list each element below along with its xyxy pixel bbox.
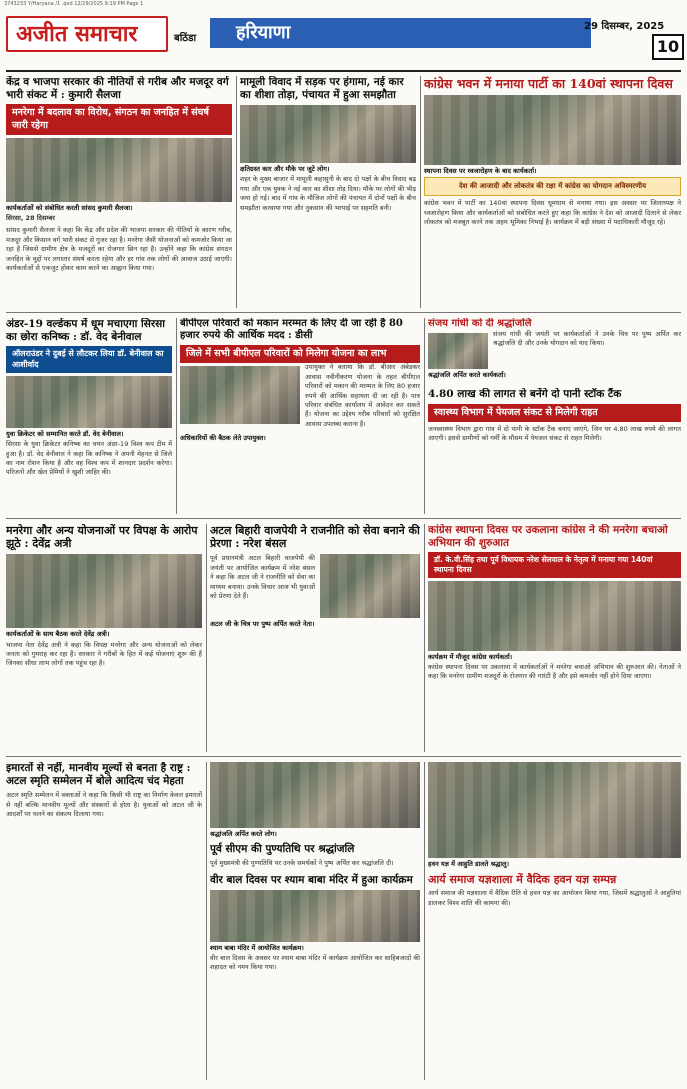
- column-divider: [236, 76, 237, 308]
- news-photo: [6, 376, 172, 428]
- article-arya: [428, 762, 681, 1080]
- article-sanjay: [428, 318, 681, 384]
- column-divider: [176, 318, 177, 514]
- article-sailja: [6, 76, 232, 308]
- masthead: [6, 12, 681, 68]
- article-body: [210, 954, 420, 973]
- headline: इमारतों से नहीं, मानवीय मूल्यों से बनता है राष्ट्र : अटल स्मृति सम्मेलन में बोले आदित्य चंद मेहता: [6, 762, 191, 787]
- subheadline-band: स्वास्थ्य विभाग में पेयजल संकट से मिलेगी राहत: [428, 404, 681, 422]
- article-car-dispute: [240, 76, 416, 308]
- headline: कांग्रेस स्थापना दिवस पर उकलाना कांग्रेस ने की मनरेगा बचाओ अभियान की शुरुआत: [428, 524, 668, 549]
- body-paragraph: सांसद कुमारी सैलजा ने कहा कि केंद्र और प्रदेश की भाजपा सरकार की नीतियों के कारण गरीब, मजदूर और किसान वर्ग भारी संकट से गुजर रहा है। मनरेगा जैसी योजनाओं को कमजोर किया जा रहा है जिससे ग्रामीण क्षेत्र के मजदूरों का रोजगार छिन रहा है। उन्होंने कहा कि कांग्रेस संगठन जनहित के मुद्दों पर लगातार संघर्ष करता रहेगा और हर गांव तक लोगों की आवाज उठाई जाएगी। कार्यकर्ताओं से एकजुट होकर काम करने का आह्वान किया गया।: [6, 226, 232, 273]
- photo-caption: श्रद्धांजलि अर्पित करते लोग।: [210, 830, 277, 838]
- headline: मनरेगा और अन्य योजनाओं पर विपक्ष के आरोप झूठे : देवेंद्र अत्री: [6, 524, 198, 551]
- headline: अटल बिहारी वाजपेयी ने राजनीति को सेवा बनाने की प्रेरणा : नरेश बंसल: [210, 524, 420, 551]
- photo-caption: क्षतिग्रस्त कार और मौके पर जुटे लोग।: [240, 165, 330, 174]
- row-divider: [6, 756, 681, 757]
- headline: केंद्र व भाजपा सरकार की नीतियों से गरीब और मजदूर वर्ग भारी संकट में : कुमारी सैलजा: [6, 76, 229, 101]
- headline: कांग्रेस भवन में मनाया पार्टी का 140वां स्थापना दिवस: [424, 76, 673, 91]
- column-divider: [206, 762, 207, 1080]
- body-paragraph: अटल स्मृति सम्मेलन में वक्ताओं ने कहा कि किसी भी राष्ट्र का निर्माण केवल इमारतों से नहीं बल्कि मानवीय मूल्यों और संस्कारों से होता है। युवाओं को अटल जी के आदर्शों पर चलने का संकल्प दिलाया गया।: [6, 791, 202, 819]
- print-info: 3743233 Y/Haryana /1 .qxd 12/29/2025 9:19 PM Page 1: [4, 1, 144, 7]
- subheadline-band: डॉ. के.वी.सिंह तथा पूर्व विधायक नरेश सेलवाल के नेतृत्व में मनाया गया 140वां स्थापना दिवस: [428, 552, 681, 578]
- issue-date: 29 दिसम्बर, 2025: [584, 21, 665, 32]
- column-divider: [424, 762, 425, 1080]
- body-paragraph: आर्य समाज की यज्ञशाला में वैदिक रीति से हवन यज्ञ का आयोजन किया गया, जिसमें श्रद्धालुओं ने आहुतियां डालकर विश्व शांति की कामना की।: [428, 889, 681, 907]
- column-divider: [424, 318, 425, 514]
- article-body: [424, 199, 681, 227]
- article-congress-uklana: [428, 524, 681, 752]
- headline: वीर बाल दिवस पर श्याम बाबा मंदिर में हुआ कार्यक्रम: [210, 874, 413, 887]
- news-photo: [6, 138, 232, 202]
- headline: संजय गांधी को दी श्रद्धांजलि: [428, 318, 532, 329]
- masthead-rule: [6, 70, 681, 72]
- article-body: [6, 641, 202, 669]
- body-paragraph: भाजपा नेता देवेंद्र अत्री ने कहा कि विपक्ष मनरेगा और अन्य योजनाओं को लेकर जनता को गुमराह कर रहा है। सरकार ने गरीबों के हित में कई योजनाएं शुरू की हैं जिनका सीधा लाभ लोगों तक पहुंच रहा है।: [6, 640, 202, 668]
- news-photo: [428, 333, 488, 369]
- newspaper-name: अजीत समाचार: [6, 16, 168, 52]
- body-paragraph: संजय गांधी की जयंती पर कार्यकर्ताओं ने उनके चित्र पर पुष्प अर्पित कर श्रद्धांजलि दी और उनके योगदान को याद किया।: [493, 330, 681, 348]
- headline: 4.80 लाख की लागत से बनेंगे दो पानी स्टॉक टैंक: [428, 388, 622, 400]
- article-mgnrega: [6, 524, 202, 752]
- article-body: [428, 425, 681, 444]
- photo-caption: हवन यज्ञ में आहुति डालते श्रद्धालु।: [428, 860, 509, 868]
- news-photo: [210, 762, 420, 828]
- column-divider: [206, 524, 207, 752]
- article-body: [6, 214, 232, 274]
- row-divider: [6, 518, 681, 519]
- page-number: 10: [652, 34, 684, 60]
- article-bpl: [180, 318, 420, 514]
- column-divider: [424, 524, 425, 752]
- news-photo: [240, 105, 416, 163]
- article-atal: [210, 524, 420, 752]
- edition-city: बठिंडा: [174, 33, 197, 44]
- headline: आर्य समाज यज्ञशाला में वैदिक हवन यज्ञ सम्पन्न: [428, 873, 617, 887]
- article-body: [6, 440, 172, 478]
- row-divider: [6, 312, 681, 313]
- photo-caption: अधिकारियों की बैठक लेते उपायुक्त।: [180, 434, 266, 443]
- body-paragraph: पूर्व प्रधानमंत्री अटल बिहारी वाजपेयी की जयंती पर आयोजित कार्यक्रम में नरेश बंसल ने कहा कि अटल जी ने राजनीति को सेवा का माध्यम बनाया। उनके विचार आज भी युवाओं को प्रेरणा देते हैं।: [210, 554, 315, 601]
- news-photo: [6, 554, 202, 628]
- body-paragraph: कांग्रेस स्थापना दिवस पर उकलाना में कार्यकर्ताओं ने मनरेगा बचाओ अभियान की शुरुआत की। नेताओं ने कहा कि मनरेगा ग्रामीण मजदूरों के रोजगार की गारंटी है और इसे कमजोर नहीं होने दिया जाएगा।: [428, 662, 681, 681]
- body-paragraph: जनस्वास्थ्य विभाग द्वारा गांव में दो पानी के स्टॉक टैंक बनाए जाएंगे, जिन पर 4.80 लाख रुपये की लागत आएगी। इससे ग्रामीणों को गर्मी के मौसम में पेयजल संकट से राहत मिलेगी।: [428, 424, 681, 443]
- body-paragraph: शहर के मुख्य बाजार में मामूली कहासुनी के बाद दो पक्षों के बीच विवाद बढ़ गया और एक युवक ने नई कार का शीशा तोड़ दिया। मौके पर लोगों की भीड़ जमा हो गई। बाद में गांव के मौजिज लोगों की पंचायत में दोनों पक्षों के बीच समझौता करवाया गया और नुकसान की भरपाई पर सहमति बनी।: [240, 175, 416, 212]
- body-paragraph: कांग्रेस भवन में पार्टी का 140वां स्थापना दिवस धूमधाम से मनाया गया। इस अवसर पर जिलाध्यक्ष ने ध्वजारोहण किया और कार्यकर्ताओं को संबोधित करते हुए कहा कि कांग्रेस ने देश को आजादी दिलाने से लेकर लोकतंत्र को मजबूत करने तक अहम भूमिका निभाई है। कार्यक्रम में बड़ी संख्या में पदाधिकारी मौजूद रहे।: [424, 199, 681, 227]
- article-body: [240, 175, 416, 213]
- photo-caption: श्याम बाबा मंदिर में आयोजित कार्यक्रम।: [210, 943, 304, 952]
- section-title: हरियाणा: [210, 18, 591, 48]
- subheadline-band: जिले में सभी बीपीएल परिवारों को मिलेगा योजना का लाभ: [180, 345, 420, 363]
- headline: अंडर-19 वर्ल्डकप में धूम मचाएगा सिरसा का छोरा कनिष्क : डॉ. वेद बेनीवाल: [6, 318, 165, 343]
- headline: मामूली विवाद में सड़क पर हंगामा, नई कार का शीशा तोड़ा, पंचायत में हुआ समझौता: [240, 76, 404, 101]
- photo-caption: कार्यकर्ताओं को संबोधित करती सांसद कुमारी सैलजा।: [6, 203, 133, 212]
- photo-caption: कार्यकर्ताओं के साथ बैठक करते देवेंद्र अत्री।: [6, 630, 110, 639]
- article-body: [6, 791, 202, 819]
- pull-quote: देश की आजादी और लोकतंत्र की रक्षा में कांग्रेस का योगदान अविस्मरणीय: [424, 177, 681, 196]
- article-water-tanks: [428, 388, 681, 514]
- news-photo: [180, 366, 300, 424]
- column-divider: [420, 76, 421, 308]
- headline: बीपीएल परिवारों को मकान मरम्मत के लिए दी जा रही है 80 हजार रुपये की आर्थिक मदद : डीसी: [180, 318, 403, 341]
- headline: पूर्व सीएम की पुण्यतिथि पर श्रद्धांजलि: [210, 843, 355, 856]
- photo-caption: युवा क्रिकेटर को सम्मानित करते डॉ. वेद बेनीवाल।: [6, 429, 124, 438]
- body-paragraph: पूर्व मुख्यमंत्री की पुण्यतिथि पर उनके समर्थकों ने पुष्प अर्पित कर श्रद्धांजलि दी।: [210, 858, 394, 867]
- news-photo: [424, 95, 681, 165]
- article-tribute: [210, 762, 420, 1080]
- news-photo: [210, 890, 420, 942]
- photo-caption: श्रद्धांजलि अर्पित करते कार्यकर्ता।: [428, 371, 506, 379]
- article-body: [210, 859, 420, 868]
- news-photo: [428, 762, 681, 858]
- photo-caption: अटल जी के चित्र पर पुष्प अर्पित करते नेता।: [210, 620, 315, 629]
- article-ethics: [6, 762, 202, 1080]
- news-photo: [428, 581, 681, 651]
- subheadline-band: मनरेगा में बदलाव का विरोध, संगठन का जनहित में संघर्ष जारी रहेगा: [6, 104, 232, 135]
- body-paragraph: उपायुक्त ने बताया कि डॉ. बीआर अंबेडकर आवास नवीनीकरण योजना के तहत बीपीएल परिवारों को मकान की मरम्मत के लिए 80 हजार रुपये की आर्थिक सहायता दी जा रही है। पात्र परिवार संबंधित कार्यालय में आवेदन कर सकते हैं। योजना का उद्देश्य गरीब परिवारों को सुरक्षित आवास उपलब्ध कराना है।: [305, 363, 420, 428]
- body-paragraph: वीर बाल दिवस के अवसर पर श्याम बाबा मंदिर में कार्यक्रम आयोजित कर साहिबजादों की शहादत को नमन किया गया।: [210, 953, 420, 972]
- dateline: सिरसा, 28 दिसम्बर: [6, 214, 55, 222]
- body-paragraph: सिरसा के युवा क्रिकेटर कनिष्क का चयन अंडर-19 विश्व कप टीम में हुआ है। डॉ. वेद बेनीवाल ने कहा कि कनिष्क ने अपनी मेहनत से जिले का नाम रोशन किया है और वह विश्व कप में शानदार प्रदर्शन करेगा। परिजनों और खेल प्रेमियों ने खुशी जाहिर की।: [6, 440, 172, 477]
- article-body: [428, 663, 681, 682]
- article-body: [428, 889, 681, 908]
- subheadline-band: ऑलराउंडर ने दुबई से लौटकर लिया डॉ. बेनीवाल का आशीर्वाद: [6, 346, 172, 373]
- photo-caption: कार्यक्रम में मौजूद कांग्रेस कार्यकर्ता।: [428, 652, 513, 661]
- photo-caption: स्थापना दिवस पर ध्वजारोहण के बाद कार्यकर्ता।: [424, 167, 537, 175]
- article-congress-140: [424, 76, 681, 308]
- article-cricket: [6, 318, 172, 514]
- news-photo: [320, 554, 420, 618]
